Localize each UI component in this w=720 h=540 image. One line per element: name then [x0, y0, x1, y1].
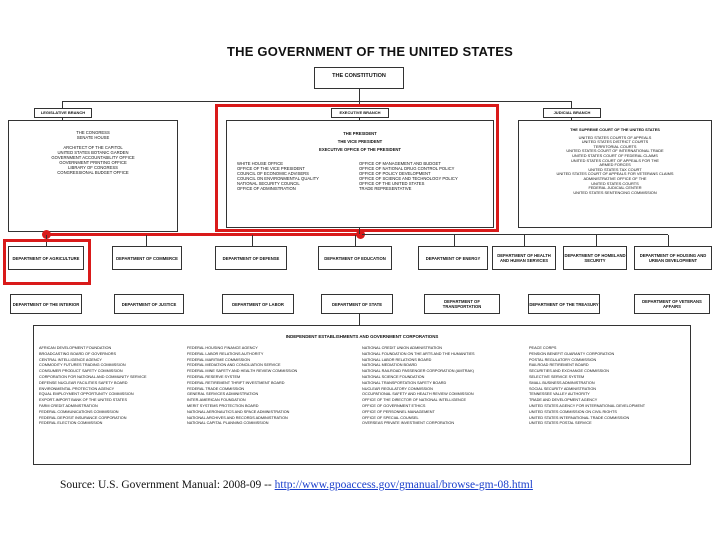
agency-item: NATIONAL RAILROAD PASSENGER CORPORATION (AMTRAK) — [362, 369, 474, 374]
eop-office: OFFICE OF THE VICE PRESIDENT — [237, 166, 305, 171]
source-citation — [60, 479, 700, 491]
eop-office: WHITE HOUSE OFFICE — [237, 161, 284, 166]
legislative-line: UNITED STATES BOTANIC GARDEN — [57, 150, 129, 155]
agency-item: FARM CREDIT ADMINISTRATION — [39, 403, 98, 408]
judicial-header: JUDICIAL BRANCH — [543, 108, 601, 118]
agency-item: FEDERAL MINE SAFETY AND HEALTH REVIEW COMMISSION — [187, 369, 298, 374]
agency-item: SECURITIES AND EXCHANGE COMMISSION — [529, 369, 609, 374]
department-veterans-affairs — [634, 294, 710, 314]
legislative-line: LIBRARY OF CONGRESS — [68, 165, 118, 170]
judicial-line: UNITED STATES COURTS — [591, 180, 639, 186]
agency-item: RAILROAD RETIREMENT BOARD — [529, 363, 589, 368]
agency-item: CORPORATION FOR NATIONAL AND COMMUNITY SERVICE — [39, 374, 147, 379]
legislative-line: GOVERNMENT ACCOUNTABILITY OFFICE — [51, 155, 135, 160]
vice-president-label: THE VICE PRESIDENT — [337, 139, 383, 144]
legislative-header: LEGISLATIVE BRANCH — [34, 108, 92, 118]
department-hud — [634, 246, 712, 270]
connector — [668, 235, 669, 246]
agency-item: TENNESSEE VALLEY AUTHORITY — [529, 392, 590, 397]
department-state — [321, 294, 393, 314]
agency-item: MERIT SYSTEMS PROTECTION BOARD — [187, 403, 259, 408]
department-labor — [222, 294, 294, 314]
agency-item: FEDERAL ELECTION COMMISSION — [39, 421, 103, 426]
judicial-line: UNITED STATES SENTENCING COMMISSION — [573, 189, 657, 195]
eop-office: OFFICE OF MANAGEMENT AND BUDGET — [359, 161, 441, 166]
agency-item: EXPORT-IMPORT BANK OF THE UNITED STATES — [39, 398, 127, 403]
agency-item: PEACE CORPS — [529, 346, 557, 350]
department-label: DEPARTMENT OF DEFENSE — [222, 255, 280, 261]
department-label: DEPARTMENT OF JUSTICE — [121, 301, 177, 307]
agency-item: OCCUPATIONAL SAFETY AND HEALTH REVIEW COMMISSION — [362, 392, 474, 397]
department-defense — [215, 246, 287, 270]
agency-item: SOCIAL SECURITY ADMINISTRATION — [529, 386, 597, 391]
department-bus — [362, 234, 668, 235]
eop-label: EXECUTIVE OFFICE OF THE PRESIDENT — [319, 147, 401, 152]
agency-item: NATIONAL LABOR RELATIONS BOARD — [362, 357, 432, 362]
eop-office: COUNCIL ON ENVIRONMENTAL QUALITY — [237, 176, 319, 181]
department-label: DEPARTMENT OF THE TREASURY — [529, 301, 599, 307]
department-label: DEPARTMENT OF EDUCATION — [324, 255, 386, 261]
agency-item: CENTRAL INTELLIGENCE AGENCY — [39, 357, 102, 362]
judicial-line: UNITED STATES COURT OF INTERNATIONAL TRADE — [566, 148, 664, 154]
department-bus — [46, 233, 362, 236]
department-commerce — [112, 246, 182, 270]
agency-item: OFFICE OF PERSONNEL MANAGEMENT — [362, 409, 435, 414]
agency-item: FEDERAL MARITIME COMMISSION — [187, 357, 250, 362]
agency-item: COMMODITY FUTURES TRADING COMMISSION — [39, 363, 126, 368]
department-homeland-security — [563, 246, 627, 270]
department-treasury — [528, 294, 600, 314]
eop-office: OFFICE OF POLICY DEVELOPMENT — [359, 171, 431, 176]
agency-item: CONSUMER PRODUCT SAFETY COMMISSION — [39, 369, 123, 374]
agency-item: FEDERAL MEDIATION AND CONCILIATION SERVICE — [187, 363, 281, 368]
department-energy — [418, 246, 488, 270]
legislative-box — [8, 120, 178, 232]
department-label: DEPARTMENT OF HOUSING AND URBAN DEVELOPMENT — [639, 253, 707, 263]
judicial-line: UNITED STATES COURTS OF APPEALS — [578, 134, 652, 140]
judicial-line: FEDERAL JUDICIAL CENTER — [588, 185, 642, 191]
connector — [454, 235, 455, 246]
department-label: DEPARTMENT OF STATE — [331, 301, 382, 307]
executive-header: EXECUTIVE BRANCH — [331, 108, 389, 118]
agency-item: DEFENSE NUCLEAR FACILITIES SAFETY BOARD — [39, 380, 128, 385]
agency-item: FEDERAL TRADE COMMISSION — [187, 386, 245, 391]
agency-item: BROADCASTING BOARD OF GOVERNORS — [39, 351, 117, 356]
connector — [62, 101, 63, 108]
agency-item: OFFICE OF SPECIAL COUNSEL — [362, 415, 419, 420]
agency-item: FEDERAL COMMUNICATIONS COMMISSION — [39, 409, 119, 414]
president-label: THE PRESIDENT — [343, 131, 377, 136]
agencies-column-4 — [529, 346, 645, 427]
agency-item: NUCLEAR REGULATORY COMMISSION — [362, 386, 433, 391]
agency-item: POSTAL REGULATORY COMMISSION — [529, 357, 597, 362]
agency-item: NATIONAL AERONAUTICS AND SPACE ADMINISTRATION — [187, 409, 290, 414]
judicial-line: ARMED FORCES — [599, 162, 631, 168]
agency-item: NATIONAL SCIENCE FOUNDATION — [362, 374, 425, 379]
agency-item: INTER-AMERICAN FOUNDATION — [187, 398, 246, 403]
agencies-header: INDEPENDENT ESTABLISHMENTS AND GOVERNMENT CORPORATIONS — [285, 334, 439, 339]
connector — [571, 101, 572, 108]
legislative-line: THE CONGRESS — [76, 130, 110, 135]
agency-item: NATIONAL MEDIATION BOARD — [362, 363, 417, 368]
agency-item: TRADE AND DEVELOPMENT AGENCY — [529, 398, 598, 403]
agency-item: UNITED STATES COMMISSION ON CIVIL RIGHTS — [529, 409, 617, 414]
agency-item: FEDERAL RESERVE SYSTEM — [187, 374, 241, 379]
agencies-column-3 — [362, 346, 475, 427]
chart-title: THE GOVERNMENT OF THE UNITED STATES — [226, 44, 514, 59]
eop-office: OFFICE OF SCIENCE AND TECHNOLOGY POLICY — [359, 176, 458, 181]
legislative-line: ARCHITECT OF THE CAPITOL — [63, 145, 123, 150]
judicial-line: UNITED STATES COURT OF APPEALS FOR VETERANS CLAIMS — [556, 171, 674, 177]
source-link[interactable]: http://www.gpoaccess.gov/gmanual/browse-gm-08.html — [274, 479, 533, 491]
agency-item: SMALL BUSINESS ADMINISTRATION — [529, 380, 595, 385]
eop-office: OFFICE OF NATIONAL DRUG CONTROL POLICY — [359, 166, 455, 171]
agency-item: NATIONAL CREDIT UNION ADMINISTRATION — [362, 346, 443, 350]
department-education — [318, 246, 392, 270]
connector — [62, 101, 572, 102]
eop-office: TRADE REPRESENTATIVE — [359, 186, 412, 191]
department-interior — [10, 294, 82, 314]
agency-item: FEDERAL LABOR RELATIONS AUTHORITY — [187, 351, 264, 356]
agency-item: NATIONAL CAPITAL PLANNING COMMISSION — [187, 421, 269, 426]
department-label: DEPARTMENT OF ENERGY — [425, 255, 481, 261]
connector — [359, 314, 360, 325]
judicial-line: TERRITORIAL COURTS — [593, 143, 637, 149]
agencies-column-2 — [187, 346, 297, 427]
eop-office: COUNCIL OF ECONOMIC ADVISERS — [237, 171, 309, 176]
judicial-line: ADMINISTRATIVE OFFICE OF THE — [583, 175, 647, 181]
executive-highlight — [215, 104, 499, 232]
department-label: DEPARTMENT OF HOMELAND SECURITY — [564, 253, 626, 263]
judicial-line: UNITED STATES COURT OF APPEALS FOR THE — [570, 157, 660, 163]
agency-item: NATIONAL TRANSPORTATION SAFETY BOARD — [362, 380, 447, 385]
department-label: DEPARTMENT OF TRANSPORTATION — [442, 299, 482, 309]
connector — [524, 235, 525, 246]
agency-item: ENVIRONMENTAL PROTECTION AGENCY — [39, 386, 115, 391]
connector — [252, 235, 253, 246]
department-hhs — [492, 246, 556, 270]
agency-item: OFFICE OF THE DIRECTOR OF NATIONAL INTELLIGENCE — [362, 398, 467, 403]
department-label: DEPARTMENT OF THE INTERIOR — [12, 301, 80, 307]
agency-item: PENSION BENEFIT GUARANTY CORPORATION — [529, 351, 615, 356]
eop-office: OFFICE OF THE UNITED STATES — [359, 181, 425, 186]
agency-item: UNITED STATES AGENCY FOR INTERNATIONAL DEVELOPMENT — [529, 403, 646, 408]
agency-item: EQUAL EMPLOYMENT OPPORTUNITY COMMISSION — [39, 392, 134, 397]
agency-item: UNITED STATES INTERNATIONAL TRADE COMMISSION — [529, 415, 630, 420]
agency-item: NATIONAL ARCHIVES AND RECORDS ADMINISTRATION — [187, 415, 288, 420]
connector — [146, 235, 147, 246]
judicial-line: THE SUPREME COURT OF THE UNITED STATES — [570, 127, 660, 132]
department-justice — [114, 294, 184, 314]
eop-office: OFFICE OF ADMINISTRATION — [237, 186, 296, 191]
department-label: DEPARTMENT OF LABOR — [232, 301, 284, 307]
agency-item: UNITED STATES POSTAL SERVICE — [529, 421, 592, 426]
department-label: DEPARTMENT OF AGRICULTURE — [12, 255, 80, 261]
agency-item: FEDERAL DEPOSIT INSURANCE CORPORATION — [39, 415, 127, 420]
department-label: DEPARTMENT OF COMMERCE — [116, 255, 178, 261]
agency-item: GENERAL SERVICES ADMINISTRATION — [187, 392, 259, 397]
judicial-box — [518, 120, 712, 228]
department-label: DEPARTMENT OF VETERANS AFFAIRS — [642, 299, 702, 309]
agency-item: NATIONAL FOUNDATION ON THE ARTS AND THE HUMANITIES — [362, 351, 475, 356]
agency-item: FEDERAL RETIREMENT THRIFT INVESTMENT BOARD — [187, 380, 285, 385]
agency-item: SELECTIVE SERVICE SYSTEM — [529, 374, 585, 379]
agency-item: AFRICAN DEVELOPMENT FOUNDATION — [39, 346, 112, 350]
agency-item: OVERSEAS PRIVATE INVESTMENT CORPORATION — [362, 421, 455, 426]
judicial-line: UNITED STATES TAX COURT — [588, 166, 642, 172]
agencies-column-1 — [39, 346, 147, 427]
legislative-line: CONGRESSIONAL BUDGET OFFICE — [57, 170, 129, 175]
department-label: DEPARTMENT OF HEALTH AND HUMAN SERVICES — [497, 253, 551, 263]
connector — [359, 228, 360, 234]
judicial-line: UNITED STATES DISTRICT COURTS — [581, 139, 649, 145]
connector — [596, 235, 597, 246]
legislative-line: GOVERNMENT PRINTING OFFICE — [59, 160, 127, 165]
source-prefix: Source: U.S. Government Manual: 2008-09 -- — [60, 479, 275, 491]
agency-item: OFFICE OF GOVERNMENT ETHICS — [362, 403, 426, 408]
constitution-label: THE CONSTITUTION — [332, 73, 386, 79]
legislative-line: SENATE HOUSE — [76, 135, 110, 140]
judicial-line: UNITED STATES COURT OF FEDERAL CLAIMS — [572, 152, 658, 158]
eop-office: NATIONAL SECURITY COUNCIL — [237, 181, 300, 186]
constitution-box — [314, 67, 404, 89]
connector — [355, 235, 356, 246]
independent-agencies-box — [33, 325, 691, 465]
agriculture-highlight — [3, 239, 91, 285]
agency-item: FEDERAL HOUSING FINANCE AGENCY — [187, 346, 258, 350]
department-transportation — [424, 294, 500, 314]
